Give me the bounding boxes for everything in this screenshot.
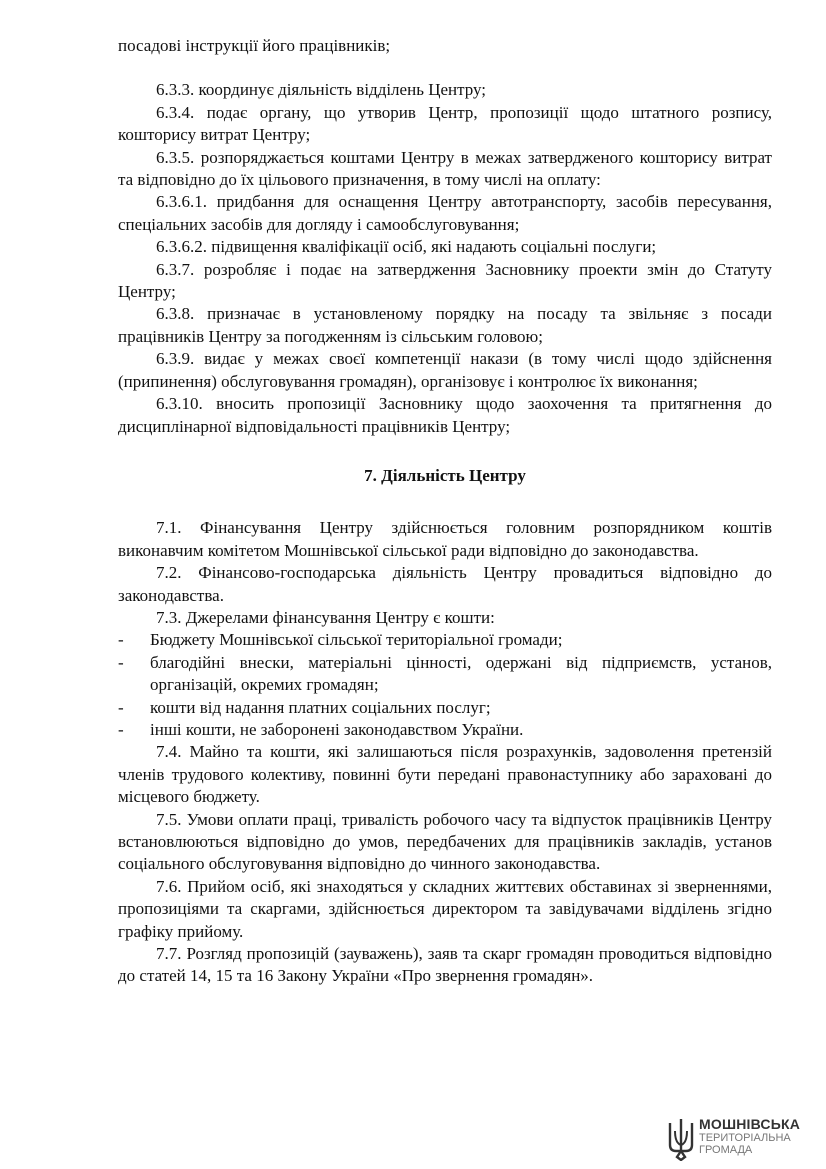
item-6-3-10: 6.3.10. вносить пропозиції Засновнику щодо заохочення та притягнення до дисциплінарної відповідальності працівників Центру; [118,394,772,436]
item-6-3-9: 6.3.9. видає у межах своєї компетенції накази (в тому числі щодо здійснення (припинення) обслуговування громадян), організовує і контролює їх виконання; [118,349,772,391]
dash-marker: - [118,719,124,739]
item-6-3-7: 6.3.7. розробляє і подає на затвердження Засновнику проекти змін до Статуту Центру; [118,259,772,302]
section-title: 7. Діяльність Центру [364,465,526,485]
paragraph-7-7: 7.7. Розгляд пропозицій (зауважень), заяв та скарг громадян проводиться відповідно до статей 14, 15 та 16 Закону України «Про звернення громадян». [118,944,772,986]
item-6-3-8: 6.3.8. призначає в установленому порядку на посаду та звільняє з посади працівників Центру за погодженням із сільським головою; [118,304,772,346]
list-item-text: благодійні внески, матеріальні цінності, одержані від підприємств, установ, організацій, окремих громадян; [150,652,772,695]
paragraph-7-5: 7.5. Умови оплати праці, тривалість робочого часу та відпусток працівників Центру встановлюються відповідно до умов, передбачених для працівників закладів, установ соціального обслуговування відповідно до чинного законодавства. [118,809,772,874]
logo-subtitle-2: ГРОМАДА [699,1144,753,1156]
list-item-text: Бюджету Мошнівської сільської територіальної громади; [150,630,563,650]
community-logo [666,1116,801,1161]
item-6-3-6-2: 6.3.6.2. підвищення кваліфікації осіб, які надають соціальні послуги; [156,237,657,257]
list-item [118,629,772,651]
list-item-text: інші кошти, не заборонені законодавством України. [150,719,524,739]
paragraph-7-2: 7.2. Фінансово-господарська діяльність Центру провадиться відповідно до законодавства. [118,563,772,605]
dash-marker: - [118,652,124,672]
trident-icon [666,1117,696,1167]
list-item [118,697,772,719]
item-6-3-6-1: 6.3.6.1. придбання для оснащення Центру автотранспорту, засобів пересування, спеціальних засобів для догляду і самообслуговування; [118,192,772,234]
dash-marker: - [118,630,124,650]
list-item [118,652,772,697]
logo-title: МОШНІВСЬКА [699,1116,801,1132]
funding-sources-list [118,629,772,741]
dash-marker: - [118,697,124,717]
item-6-3-4: 6.3.4. подає органу, що утворив Центр, пропозиції щодо штатного розпису, кошторису витрат Центру; [118,102,772,145]
item-6-3-5: 6.3.5. розпоряджається коштами Центру в межах затвердженого кошторису витрат та відповідно до їх цільового призначення, в тому числі на оплату: [118,147,772,190]
paragraph-7-1: 7.1. Фінансування Центру здійснюється головним розпорядником коштів виконавчим комітетом Мошнівської сільської ради відповідно до законодавства. [118,518,772,560]
text-line: посадові інструкції його працівників; [118,36,391,55]
paragraph-7-4: 7.4. Майно та кошти, які залишаються після розрахунків, задоволення претензій членів трудового колективу, повинні бути передані правонаступнику або зараховані до місцевого бюджету. [118,742,772,807]
paragraph-7-3: 7.3. Джерелами фінансування Центру є кошти: [156,607,495,627]
spacer [118,57,772,79]
list-item-text: кошти від надання платних соціальних послуг; [150,697,491,717]
item-6-3-3: 6.3.3. координує діяльність відділень Центру; [156,80,487,100]
logo-subtitle: ТЕРИТОРІАЛЬНА [699,1132,791,1144]
document-page [118,35,772,988]
list-item [118,719,772,741]
paragraph-7-6: 7.6. Прийом осіб, які знаходяться у складних життєвих обставинах зі зверненнями, пропозиціями та скаргами, здійснюється директором та завідувачами відділень згідно графіку прийому. [118,876,772,941]
